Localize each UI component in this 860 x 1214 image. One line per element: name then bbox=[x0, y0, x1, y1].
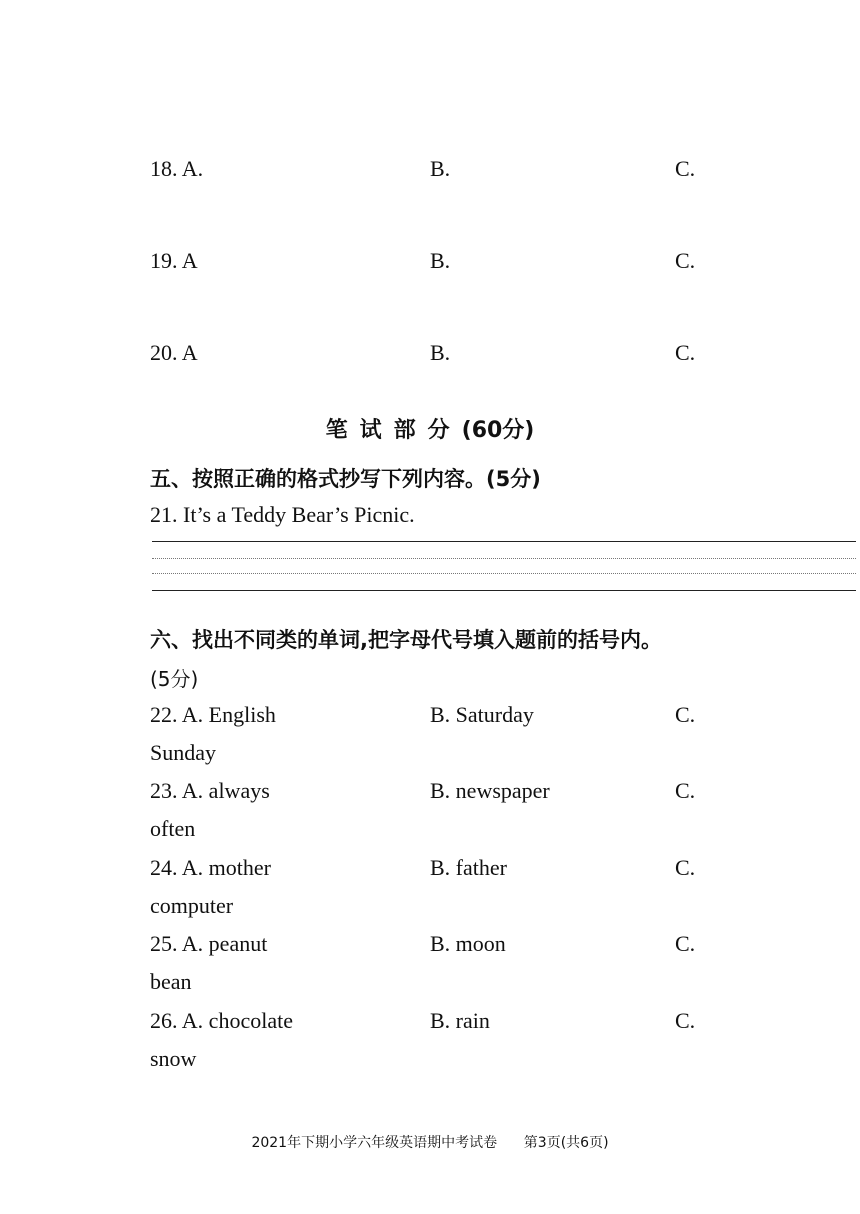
option-c-word: bean bbox=[150, 969, 192, 994]
option-c: C. bbox=[675, 778, 696, 803]
section-6-score: (5分) bbox=[150, 667, 199, 691]
option-b: B. newspaper bbox=[430, 778, 550, 803]
option-a: 19. A bbox=[150, 248, 198, 273]
option-c: C. bbox=[675, 702, 696, 727]
option-a: 25. A. peanut bbox=[150, 931, 268, 956]
option-c: C. bbox=[675, 340, 696, 365]
option-b: B. rain bbox=[430, 1008, 490, 1033]
option-c: C. bbox=[675, 931, 696, 956]
option-a: 18. A. bbox=[150, 156, 204, 181]
option-c-word: computer bbox=[150, 893, 234, 918]
option-c: C. bbox=[675, 248, 696, 273]
option-b: B. bbox=[430, 340, 451, 365]
question-21: 21. It’s a Teddy Bear’s Picnic. bbox=[150, 502, 415, 527]
option-b: B. bbox=[430, 248, 451, 273]
writing-line-mid-1 bbox=[152, 558, 856, 559]
footer-page-number: 第3页(共6页) bbox=[523, 1135, 609, 1151]
written-title-score: (60分) bbox=[461, 418, 535, 443]
page-footer bbox=[0, 1132, 860, 1152]
writing-line-top bbox=[152, 541, 856, 542]
option-b: B. moon bbox=[430, 931, 506, 956]
writing-line-bottom bbox=[152, 590, 856, 591]
option-a: 24. A. mother bbox=[150, 855, 271, 880]
option-c: C. bbox=[675, 1008, 696, 1033]
option-b: B. bbox=[430, 156, 451, 181]
option-c-word: Sunday bbox=[150, 740, 216, 765]
option-a: 26. A. chocolate bbox=[150, 1008, 293, 1033]
section-6-heading: 六、找出不同类的单词,把字母代号填入题前的括号内。 bbox=[150, 628, 662, 652]
option-c: C. bbox=[675, 156, 696, 181]
footer-exam-name: 2021年下期小学六年级英语期中考试卷 bbox=[251, 1135, 498, 1151]
option-b: B. Saturday bbox=[430, 702, 534, 727]
written-part-title bbox=[0, 413, 860, 444]
option-a: 22. A. English bbox=[150, 702, 276, 727]
option-c-word: often bbox=[150, 816, 196, 841]
section-5-heading: 五、按照正确的格式抄写下列内容。(5分) bbox=[150, 467, 541, 491]
option-b: B. father bbox=[430, 855, 507, 880]
option-c-word: snow bbox=[150, 1046, 197, 1071]
option-c: C. bbox=[675, 855, 696, 880]
option-a: 23. A. always bbox=[150, 778, 270, 803]
written-title-main: 笔试部分 bbox=[325, 418, 462, 443]
option-a: 20. A bbox=[150, 340, 198, 365]
writing-line-mid-2 bbox=[152, 573, 856, 574]
